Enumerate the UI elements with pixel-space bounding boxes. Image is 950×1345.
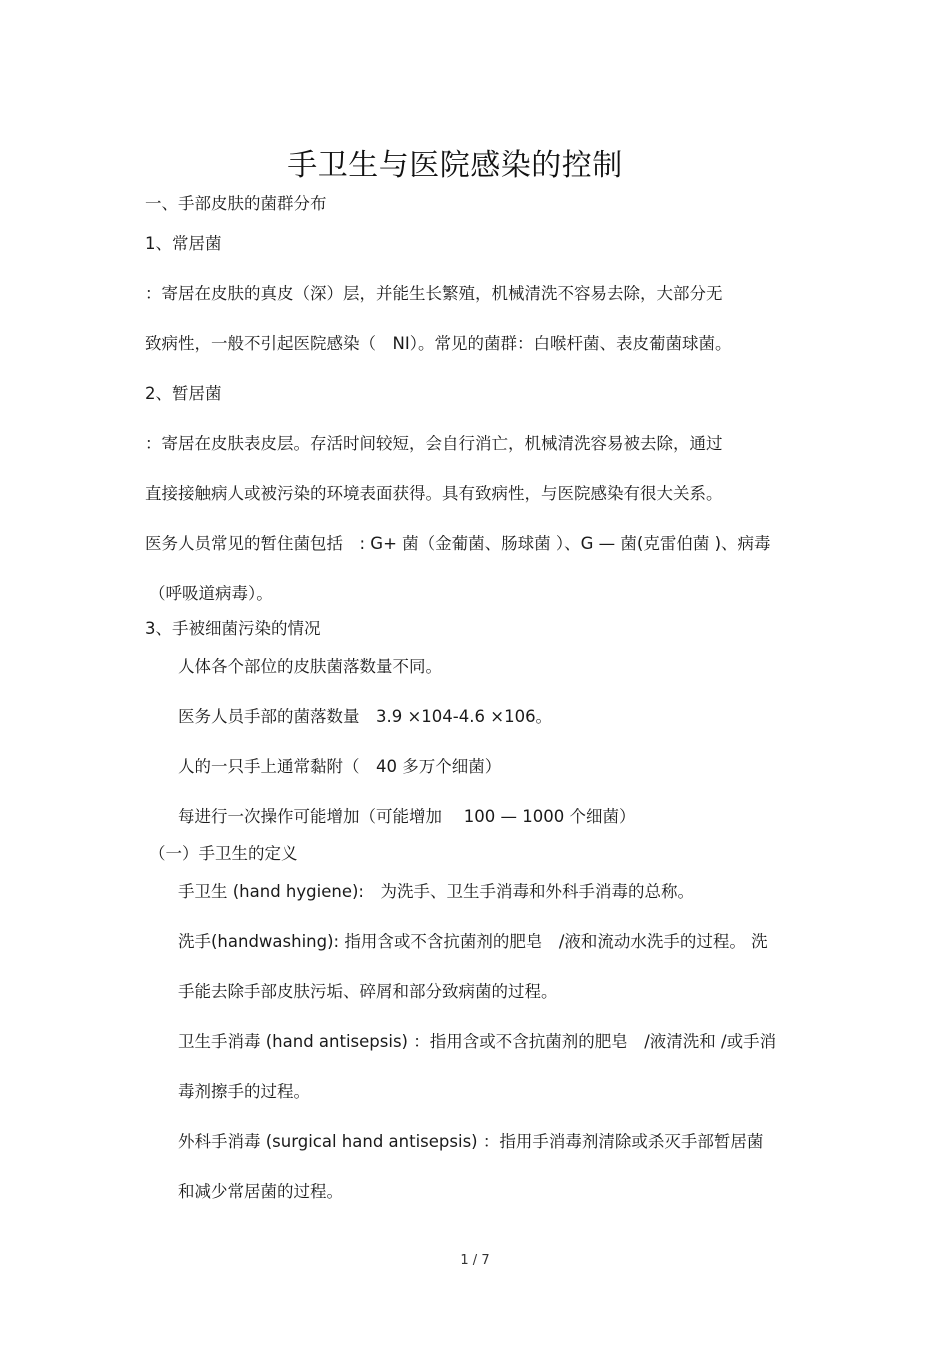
definition-handwashing: 洗手(handwashing): 指用含或不含抗菌剂的肥皂 /液和流动水洗手的过程。 洗	[178, 932, 768, 951]
paragraph-line: 每进行一次操作可能增加（可能增加 100 — 1000 个细菌）	[178, 807, 636, 826]
paragraph-line: （呼吸道病毒）。	[149, 584, 273, 603]
definition-surgical-hand-antisepsis: 外科手消毒 (surgical hand antisepsis) ：指用手消毒剂清除或杀灭手部暂居菌	[178, 1132, 764, 1151]
subheading-resident-flora: 1、常居菌	[145, 234, 222, 253]
paragraph-line: 人体各个部位的皮肤菌落数量不同。	[178, 657, 442, 676]
paragraph-line: 致病性，一般不引起医院感染（ NI）。常见的菌群：白喉杆菌、表皮葡菌球菌。	[145, 334, 732, 353]
paragraph-line: 和减少常居菌的过程。	[178, 1182, 343, 1201]
subheading-transient-flora: 2、暂居菌	[145, 384, 222, 403]
paragraph-line: 毒剂擦手的过程。	[178, 1082, 310, 1101]
paragraph-line: ：寄居在皮肤表皮层。存活时间较短，会自行消亡，机械清洗容易被去除，通过	[145, 434, 723, 453]
paragraph-line: 医务人员手部的菌落数量 3.9 ×104-4.6 ×106。	[178, 707, 553, 726]
document-title: 手卫生与医院感染的控制	[287, 148, 623, 183]
subheading-hand-contamination: 3、手被细菌污染的情况	[145, 619, 321, 638]
definition-hand-hygiene: 手卫生 (hand hygiene): 为洗手、卫生手消毒和外科手消毒的总称。	[178, 882, 694, 901]
paragraph-line: 手能去除手部皮肤污垢、碎屑和部分致病菌的过程。	[178, 982, 558, 1001]
page-number: 1 / 7	[460, 1253, 490, 1268]
section-heading-hand-hygiene-definition: （一）手卫生的定义	[149, 844, 298, 863]
paragraph-line: 直接接触病人或被污染的环境表面获得。具有致病性，与医院感染有很大关系。	[145, 484, 723, 503]
definition-hand-antisepsis: 卫生手消毒 (hand antisepsis) ：指用含或不含抗菌剂的肥皂 /液清洗和 /或手消	[178, 1032, 777, 1051]
paragraph-line: 医务人员常见的暂住菌包括 : G+ 菌（金葡菌、肠球菌 ）、G — 菌(克雷伯菌 )、病毒	[145, 534, 771, 553]
paragraph-line: 人的一只手上通常黏附（ 40 多万个细菌）	[178, 757, 502, 776]
section-heading-flora-distribution: 一、手部皮肤的菌群分布	[145, 194, 327, 213]
paragraph-line: ：寄居在皮肤的真皮（深）层，并能生长繁殖，机械清洗不容易去除，大部分无	[145, 284, 723, 303]
